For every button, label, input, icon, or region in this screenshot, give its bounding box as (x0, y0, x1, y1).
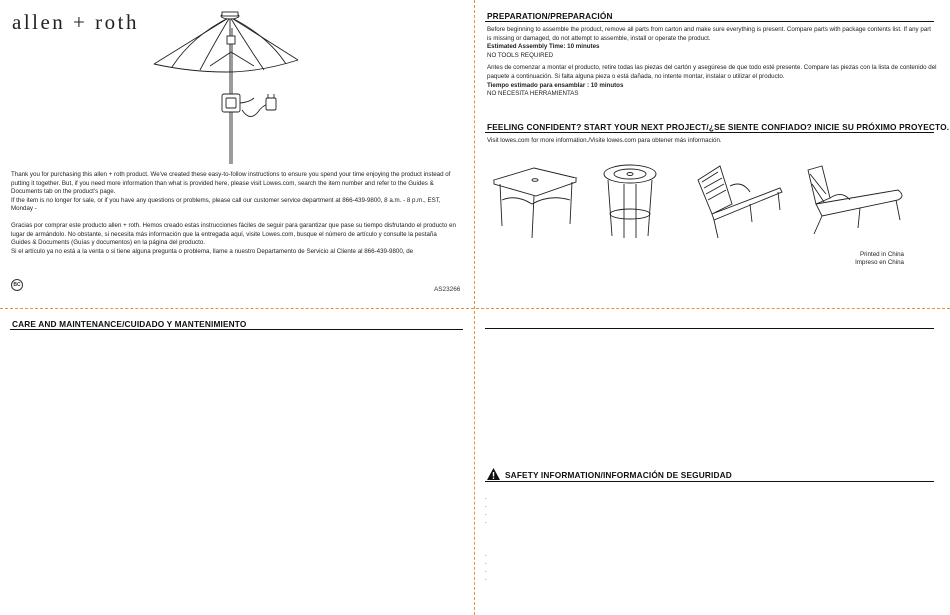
intro-spanish-contact: Si el artículo ya no está a la venta o si tiene alguna pregunta o problema, llame a nuestro Departamento de Servicio al Cliente al 866-439-9800, de (11, 247, 414, 255)
care-maintenance-title: CARE AND MAINTENANCE/CUIDADO Y MANTENIMIENTO (12, 319, 247, 329)
intro-english-contact: If the item is no longer for sale, or if you have any questions or problems, please call our customer service department at 866-439-9800, 8 a.m. - 8 p.m., EST, Monday - (11, 196, 441, 213)
product-chaise-lounge-2 (800, 160, 910, 246)
assembly-time-es: Tiempo estimado para ensamblar : 10 minutos (487, 81, 624, 89)
safety-bullets-spanish (485, 551, 487, 583)
tools-required-es: NO NECESITA HERRAMIENTAS (487, 90, 579, 98)
tools-required: NO TOOLS REQUIRED (487, 51, 554, 59)
product-round-table (600, 160, 660, 242)
safety-rule (485, 481, 934, 482)
preparation-spanish: Antes de comenzar a montar el producto, retire todas las piezas del cartón y asegúrese de que todo esté presente. Compare las piezas con la lista de contenido del paquete a continuación. Si falta alguna pieza o está dañada, no intente montar, instalar o utilizar el producto. (487, 64, 937, 80)
feeling-confident-rule (485, 132, 934, 133)
assembly-time: Estimated Assembly Time: 10 minutes (487, 43, 600, 51)
safety-bullet: . (485, 560, 487, 566)
model-code: AS23266 (434, 286, 461, 293)
warning-triangle-icon (486, 467, 501, 481)
product-chaise-lounge-1 (690, 158, 786, 246)
intro-spanish-text (11, 222, 456, 256)
safety-title: SAFETY INFORMATION/INFORMACIÓN DE SEGURIDAD (505, 470, 732, 480)
safety-bullet: . (485, 503, 487, 509)
safety-bullet: . (485, 568, 487, 574)
safety-bullet: . (485, 576, 487, 582)
safety-bullet: . (485, 519, 487, 525)
printed-in-spanish: Impreso en China (855, 258, 904, 266)
preparation-content (487, 26, 937, 99)
certification-mark: BC (11, 279, 23, 291)
care-maintenance-rule (10, 329, 463, 330)
safety-bullets-english (485, 494, 487, 526)
solar-umbrella-illustration (150, 6, 325, 176)
safety-bullet: . (485, 552, 487, 558)
preparation-title: PREPARATION/PREPARACIÓN (487, 11, 613, 21)
brand-logo: allen + roth (12, 10, 139, 34)
preparation-english: Before beginning to assemble the product, remove all parts from carton and make sure everything is present. Compare parts with package contents list. If any part is missing or damaged, do not attempt to assemble, install or operate the product. (487, 26, 932, 42)
safety-bullet: . (485, 511, 487, 517)
top-right-bottom-rule (485, 328, 934, 329)
intro-english-main: Thank you for purchasing this allen + roth product. We've created these easy-to-follow instructions to ensure you spend your time enjoying the product instead of putting it together. But, if you need more information than what is provided here, please visit Lowes.com, search the item number and refer to the Guides & Documents tab on the product's page. (11, 171, 451, 196)
product-square-table (488, 160, 580, 242)
intro-english-text (11, 171, 456, 214)
visit-lowes-text: Visit lowes.com for more information./Visite lowes.com para obtener más información. (487, 137, 722, 144)
intro-spanish-main: Gracias por comprar este producto allen + roth. Hemos creado estas instrucciones fáciles de seguir para garantizar que pase su tiempo disfrutando el producto en lugar de armándolo. No obstante, si necesita más información que la entregada aquí, visite Lowes.com, busque el número de artículo y consulte la pestaña Guides & Documents (Guías y documentos) en la página del producto. (11, 222, 456, 247)
printed-in-english: Printed in China (859, 251, 904, 258)
printed-in (830, 251, 904, 266)
preparation-rule (485, 21, 934, 22)
feeling-confident-title: FEELING CONFIDENT? START YOUR NEXT PROJECT/¿SE SIENTE CONFIADO? INICIE SU PRÓXIMO PROYECTO. (487, 122, 950, 132)
horizontal-fold-line (0, 308, 950, 309)
safety-bullet: . (485, 495, 487, 501)
